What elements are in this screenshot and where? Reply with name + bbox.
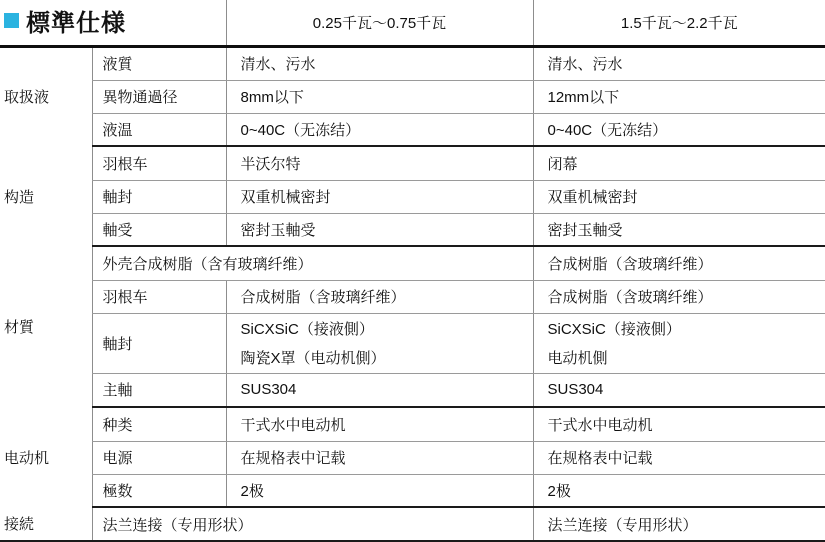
sub-label: 液質: [92, 46, 226, 80]
category-label: 电动机: [4, 449, 50, 467]
column-header-b: 1.5千瓦〜2.2千瓦: [533, 0, 825, 46]
category-label: 构造: [4, 188, 35, 206]
sub-label: 羽根车: [92, 280, 226, 313]
table-row: [0, 280, 825, 313]
category-label: 材質: [4, 319, 35, 336]
table-title-cell: [0, 0, 226, 46]
value-cell-a: 半沃尔特: [226, 146, 533, 180]
sub-label: 異物通過径: [92, 80, 226, 113]
value-cell-b: 清水、污水: [533, 46, 825, 80]
value-cell-a: SUS304: [226, 373, 533, 407]
value-cell-a: 干式水中电动机: [226, 407, 533, 441]
sub-label: 軸封: [92, 313, 226, 373]
value-cell-a-line1: SiCXSiC（接液側）: [226, 313, 533, 343]
value-cell-b: 法兰连接（专用形状）: [533, 507, 825, 541]
sub-label: 种类: [92, 407, 226, 441]
value-cell-a: 0~40C（无冻结）: [226, 113, 533, 146]
table-header-row: [0, 0, 825, 46]
sub-label: 电源: [92, 441, 226, 474]
category-label: 接続: [0, 507, 92, 541]
value-cell-b: 双重机械密封: [533, 180, 825, 213]
value-cell-b: 闭幕: [533, 146, 825, 180]
value-cell-b: 密封玉軸受: [533, 213, 825, 246]
sub-label: 極数: [92, 474, 226, 507]
table-row: [0, 474, 825, 507]
sub-label: 軸受: [92, 213, 226, 246]
value-cell-b: 12mm以下: [533, 80, 825, 113]
table-row: [0, 441, 825, 474]
value-cell-a-line2: 陶瓷X罩（电动机側）: [226, 343, 533, 373]
table-row: [0, 213, 825, 246]
value-cell-a: 2极: [226, 474, 533, 507]
table-row: [0, 407, 825, 441]
table-row: [0, 246, 825, 280]
bullet-square-icon: [4, 13, 19, 28]
value-cell-b: 合成树脂（含玻璃纤维）: [533, 246, 825, 280]
value-cell-a: 密封玉軸受: [226, 213, 533, 246]
category-label: 取扱液: [4, 89, 50, 107]
sub-label: 法兰连接（专用形状）: [92, 507, 533, 541]
value-cell-a: 在规格表中记载: [226, 441, 533, 474]
column-header-a: 0.25千瓦〜0.75千瓦: [226, 0, 533, 46]
table-row: [0, 313, 825, 343]
table-row: [0, 146, 825, 180]
table-row: [0, 507, 825, 541]
table-row: [0, 180, 825, 213]
page-title: 標準仕様: [26, 9, 126, 37]
sub-label: 軸封: [92, 180, 226, 213]
sub-label: 羽根车: [92, 146, 226, 180]
value-cell-b: 在规格表中记载: [533, 441, 825, 474]
value-cell-a: 合成树脂（含玻璃纤维）: [226, 280, 533, 313]
value-cell-b: 0~40C（无冻结）: [533, 113, 825, 146]
sub-label: 主軸: [92, 373, 226, 407]
value-cell-b: 2极: [533, 474, 825, 507]
value-cell-a: 8mm以下: [226, 80, 533, 113]
value-cell-b-line2: 电动机側: [533, 343, 825, 373]
value-cell-b: SUS304: [533, 373, 825, 407]
value-cell-b: 干式水中电动机: [533, 407, 825, 441]
value-cell-b-line1: SiCXSiC（接液側）: [533, 313, 825, 343]
table-row: [0, 46, 825, 80]
value-cell-b: 合成树脂（含玻璃纤维）: [533, 280, 825, 313]
sub-label: 液温: [92, 113, 226, 146]
table-row: [0, 80, 825, 113]
table-row: [0, 373, 825, 407]
value-cell-a: 双重机械密封: [226, 180, 533, 213]
sub-label: 外壳合成树脂（含有玻璃纤维）: [92, 246, 533, 280]
table-row: [0, 113, 825, 146]
value-cell-a: 清水、污水: [226, 46, 533, 80]
